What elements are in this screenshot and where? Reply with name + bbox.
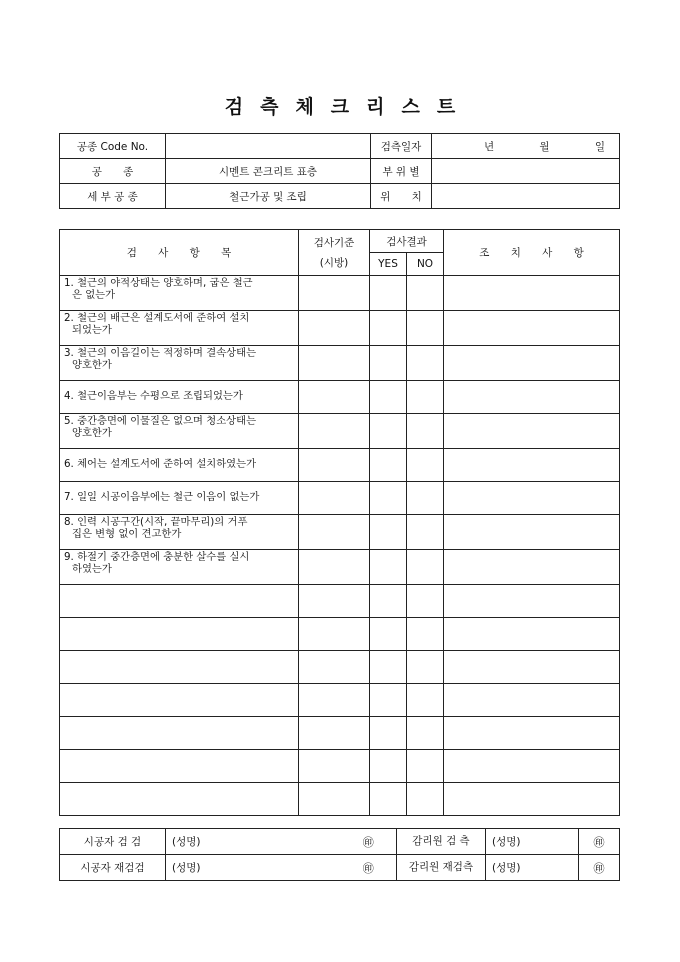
part-value[interactable] (432, 159, 620, 184)
standard-header-line2: (시방) (319, 257, 349, 269)
check-row-3 (60, 346, 620, 381)
inspection-info-table (59, 133, 620, 209)
blank-action-cell[interactable] (444, 618, 620, 651)
standard-cell-3[interactable] (299, 346, 370, 381)
blank-no-cell[interactable] (407, 684, 444, 717)
code-value[interactable] (166, 134, 371, 159)
standard-cell-4[interactable] (299, 381, 370, 414)
check-item-3-line1: 3. 철근의 이음길이는 적정하며 결속상태는 (64, 347, 257, 359)
supervisor-name-field[interactable]: (성명) (492, 836, 521, 848)
signature-row-2 (60, 855, 620, 881)
location-value[interactable] (432, 184, 620, 209)
action-cell-6[interactable] (444, 449, 620, 482)
inspection-date-label: 검측일자 (371, 134, 432, 159)
action-cell-2[interactable] (444, 311, 620, 346)
blank-action-cell[interactable] (444, 585, 620, 618)
blank-action-cell[interactable] (444, 750, 620, 783)
blank-item-cell[interactable] (60, 651, 299, 684)
action-cell-7[interactable] (444, 482, 620, 515)
item-header: 검 사 항 목 (60, 230, 299, 276)
check-item-9-line2: 하였는가 (72, 562, 112, 575)
blank-no-cell[interactable] (407, 618, 444, 651)
blank-standard-cell[interactable] (299, 750, 370, 783)
yes-cell-1[interactable] (370, 276, 407, 311)
supervisor-seal-icon[interactable]: ㊞ (579, 829, 620, 855)
check-item-3 (60, 346, 299, 381)
blank-yes-cell[interactable] (370, 684, 407, 717)
check-row-8 (60, 515, 620, 550)
blank-yes-cell[interactable] (370, 717, 407, 750)
yes-header: YES (370, 253, 407, 276)
yes-cell-7[interactable] (370, 482, 407, 515)
supervisor-inspection-cell (397, 829, 579, 855)
no-cell-6[interactable] (407, 449, 444, 482)
blank-row (60, 750, 620, 783)
blank-standard-cell[interactable] (299, 684, 370, 717)
contractor-inspection-label: 시공자 검 검 (60, 829, 166, 855)
check-item-1 (60, 276, 299, 311)
work-type-value[interactable]: 시멘트 콘크리트 표층 (166, 159, 371, 184)
check-item-3-line2: 양호한가 (72, 358, 112, 371)
standard-cell-6[interactable] (299, 449, 370, 482)
action-cell-5[interactable] (444, 414, 620, 449)
blank-item-cell[interactable] (60, 585, 299, 618)
no-cell-7[interactable] (407, 482, 444, 515)
blank-action-cell[interactable] (444, 651, 620, 684)
blank-yes-cell[interactable] (370, 750, 407, 783)
supervisor-re-name-field[interactable]: (성명) (492, 862, 521, 874)
no-cell-3[interactable] (407, 346, 444, 381)
yes-cell-2[interactable] (370, 311, 407, 346)
info-row-detail-work (60, 184, 620, 209)
blank-row (60, 618, 620, 651)
work-type-label: 공 종 (60, 159, 166, 184)
signature-row-1 (60, 829, 620, 855)
contractor-name-field[interactable]: (성명) (166, 829, 301, 855)
action-cell-3[interactable] (444, 346, 620, 381)
date-year-label: 년 (484, 140, 495, 153)
blank-item-cell[interactable] (60, 750, 299, 783)
blank-standard-cell[interactable] (299, 717, 370, 750)
blank-yes-cell[interactable] (370, 651, 407, 684)
check-item-2 (60, 311, 299, 346)
location-label: 위 치 (371, 184, 432, 209)
contractor-reinspection-label: 시공자 재검검 (60, 855, 166, 881)
action-cell-8[interactable] (444, 515, 620, 550)
no-cell-4[interactable] (407, 381, 444, 414)
blank-action-cell[interactable] (444, 684, 620, 717)
page-title: 검측체크리스트 (224, 96, 473, 118)
check-row-9 (60, 550, 620, 585)
no-cell-5[interactable] (407, 414, 444, 449)
check-item-8-line2: 집은 변형 없이 견고한가 (72, 527, 182, 540)
no-header: NO (407, 253, 444, 276)
blank-yes-cell[interactable] (370, 783, 407, 816)
check-item-9-line1: 9. 하절기 중간층면에 충분한 살수를 실시 (64, 551, 250, 563)
check-row-1 (60, 276, 620, 311)
detail-work-value[interactable]: 철근가공 및 조립 (166, 184, 371, 209)
action-cell-9[interactable] (444, 550, 620, 585)
standard-cell-5[interactable] (299, 414, 370, 449)
standard-cell-1[interactable] (299, 276, 370, 311)
check-row-4 (60, 381, 620, 414)
contractor-seal-icon[interactable]: ㊞ (301, 829, 397, 855)
check-row-5 (60, 414, 620, 449)
check-item-4: 4. 철근이음부는 수평으로 조립되었는가 (60, 381, 299, 414)
action-cell-1[interactable] (444, 276, 620, 311)
standard-cell-8[interactable] (299, 515, 370, 550)
blank-row (60, 783, 620, 816)
standard-cell-2[interactable] (299, 311, 370, 346)
check-item-8 (60, 515, 299, 550)
info-row-code (60, 134, 620, 159)
check-item-5 (60, 414, 299, 449)
blank-no-cell[interactable] (407, 651, 444, 684)
no-cell-8[interactable] (407, 515, 444, 550)
blank-item-cell[interactable] (60, 717, 299, 750)
info-row-work-type (60, 159, 620, 184)
supervisor-reinspection-cell (397, 855, 579, 881)
contractor-re-seal-icon[interactable]: ㊞ (301, 855, 397, 881)
blank-standard-cell[interactable] (299, 651, 370, 684)
date-month-label: 월 (539, 140, 550, 153)
part-label: 부 위 별 (371, 159, 432, 184)
action-cell-4[interactable] (444, 381, 620, 414)
checklist-header-row (60, 230, 620, 253)
blank-item-cell[interactable] (60, 684, 299, 717)
blank-item-cell[interactable] (60, 783, 299, 816)
no-cell-2[interactable] (407, 311, 444, 346)
check-item-1-line2: 은 없는가 (72, 288, 116, 301)
result-header: 검사결과 (370, 230, 444, 253)
action-header: 조 치 사 항 (444, 230, 620, 276)
yes-cell-4[interactable] (370, 381, 407, 414)
check-item-2-line1: 2. 철근의 배근은 설계도서에 준하여 설치 (64, 312, 250, 324)
check-item-2-line2: 되었는가 (72, 323, 112, 336)
no-cell-1[interactable] (407, 276, 444, 311)
checklist-table (59, 229, 620, 816)
inspection-date-value[interactable] (432, 134, 620, 159)
blank-row (60, 717, 620, 750)
check-row-2 (60, 311, 620, 346)
yes-cell-3[interactable] (370, 346, 407, 381)
contractor-re-name-field[interactable]: (성명) (166, 855, 301, 881)
blank-no-cell[interactable] (407, 783, 444, 816)
check-row-6 (60, 449, 620, 482)
blank-yes-cell[interactable] (370, 585, 407, 618)
blank-row (60, 585, 620, 618)
check-item-7: 7. 일일 시공이음부에는 철근 이음이 없는가 (60, 482, 299, 515)
detail-work-label: 세 부 공 종 (60, 184, 166, 209)
date-day-label: 일 (594, 140, 605, 153)
blank-row (60, 651, 620, 684)
supervisor-re-seal-icon[interactable]: ㊞ (579, 855, 620, 881)
standard-header (299, 230, 370, 276)
yes-cell-5[interactable] (370, 414, 407, 449)
blank-item-cell[interactable] (60, 618, 299, 651)
blank-row (60, 684, 620, 717)
supervisor-reinspection-label: 감리원 재검측 (397, 855, 486, 880)
blank-standard-cell[interactable] (299, 618, 370, 651)
blank-standard-cell[interactable] (299, 783, 370, 816)
blank-no-cell[interactable] (407, 750, 444, 783)
blank-yes-cell[interactable] (370, 618, 407, 651)
yes-cell-8[interactable] (370, 515, 407, 550)
yes-cell-9[interactable] (370, 550, 407, 585)
check-item-5-line1: 5. 중간층면에 이물질은 없으며 청소상태는 (64, 415, 257, 427)
blank-action-cell[interactable] (444, 717, 620, 750)
no-cell-9[interactable] (407, 550, 444, 585)
yes-cell-6[interactable] (370, 449, 407, 482)
check-row-7 (60, 482, 620, 515)
code-label: 공종 Code No. (60, 134, 166, 159)
check-item-6: 6. 체어는 설계도서에 준하여 설치하였는가 (60, 449, 299, 482)
check-item-1-line1: 1. 철근의 야적상태는 양호하며, 굽은 철근 (64, 277, 253, 289)
check-item-5-line2: 양호한가 (72, 426, 112, 439)
check-item-9 (60, 550, 299, 585)
standard-cell-7[interactable] (299, 482, 370, 515)
check-item-8-line1: 8. 인력 시공구간(시작, 끝마무리)의 거푸 (64, 516, 248, 528)
standard-header-line1: 검사기준 (313, 237, 355, 249)
blank-no-cell[interactable] (407, 585, 444, 618)
standard-cell-9[interactable] (299, 550, 370, 585)
blank-action-cell[interactable] (444, 783, 620, 816)
blank-standard-cell[interactable] (299, 585, 370, 618)
blank-no-cell[interactable] (407, 717, 444, 750)
signature-table (59, 828, 620, 881)
supervisor-inspection-label: 감리원 검 측 (397, 829, 486, 854)
